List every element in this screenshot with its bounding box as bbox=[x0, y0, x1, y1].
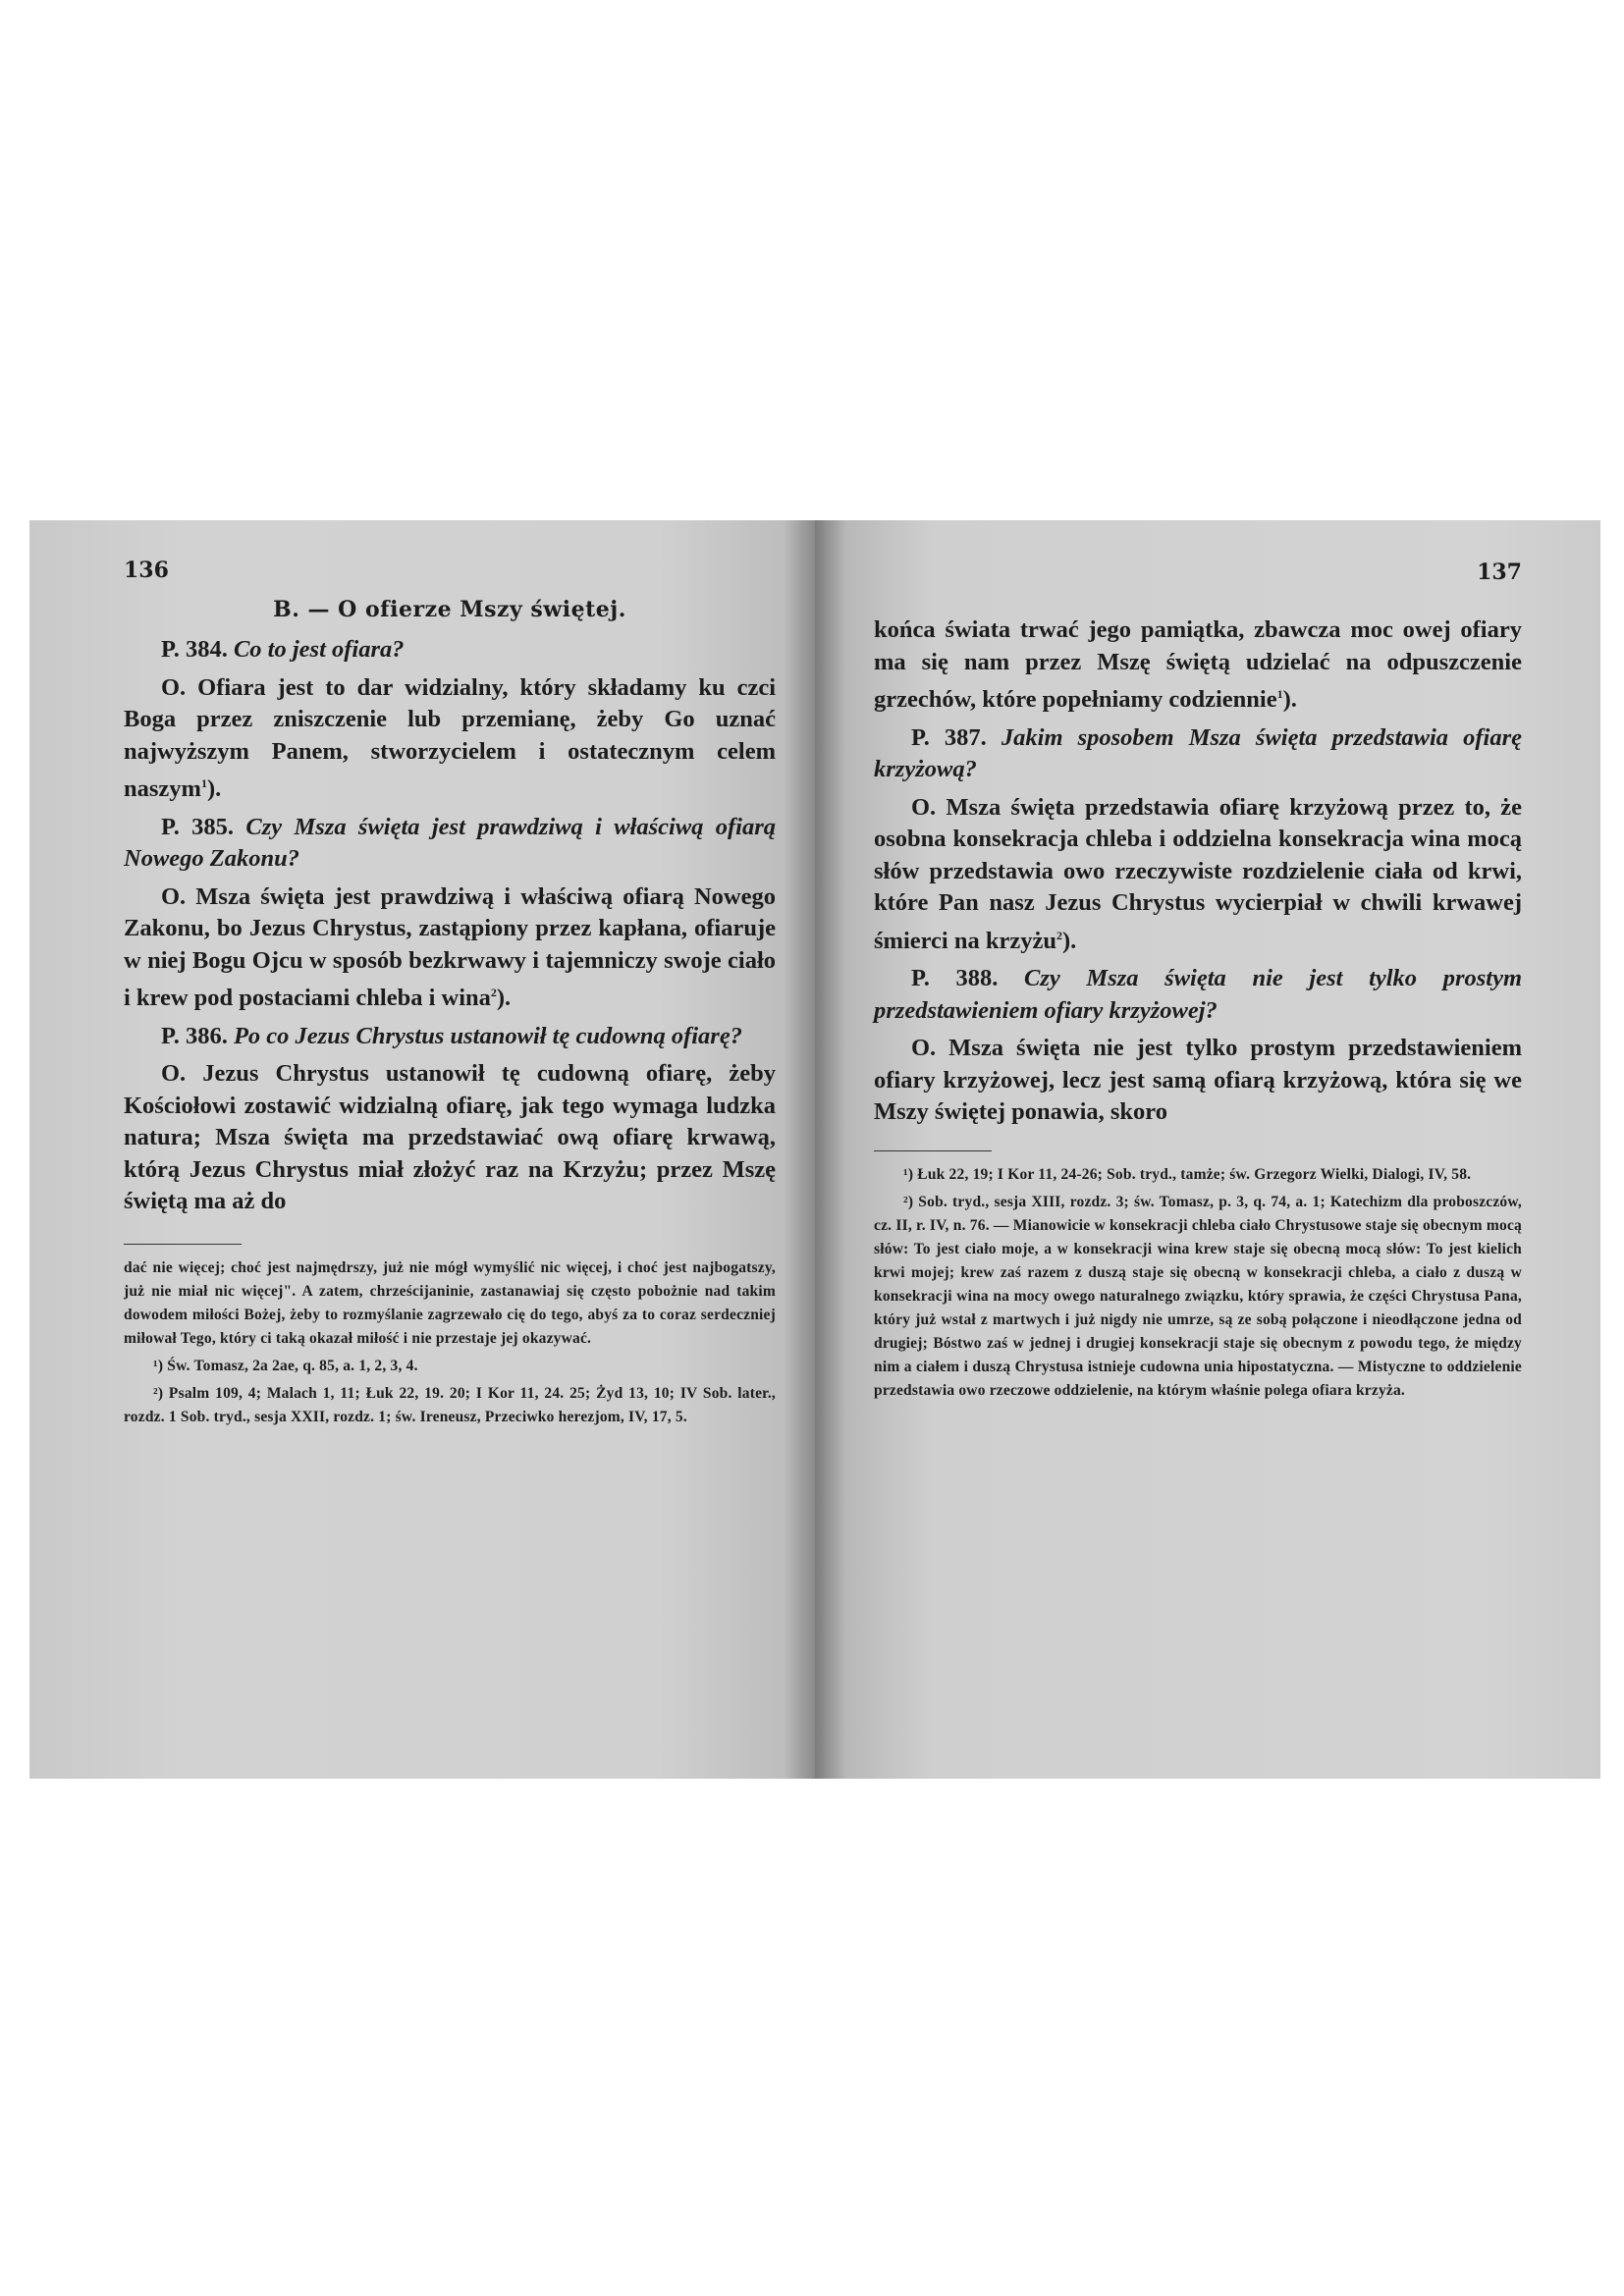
paragraph-text: końca świata trwać jego pamiątka, zbawcza moc owej ofiary ma się nam przez Mszę świętą udzielać na odpuszczenie grzechów, które popełniamy codziennie bbox=[874, 616, 1522, 714]
right-page bbox=[815, 520, 1600, 1779]
footnote-rule bbox=[874, 1150, 992, 1151]
question-paragraph bbox=[124, 1021, 776, 1053]
question-number: P. 384. bbox=[161, 636, 228, 663]
footnote: ²) Sob. tryd., sesja XIII, rozdz. 3; św. Tomasz, p. 3, q. 74, a. 1; Katechizm dla proboszczów, cz. II, r. IV, n. 76. — Mianowicie w konsekracji chleba ciało Chrystusowe staje się obecnym mocą słów: To jest ciało moje, a w konsekracji wina krew staje się obecną mocą słów: To jest kielich krwi mojej; krew zaś razem z duszą staje się obecną w konsekracji chleba, a ciało z duszą w konsekracji wina na mocy owego naturalnego związku, który sprawia, że części Chrystusa Pana, który już wstał z martwych i już nigdy nie umrze, są ze sobą połączone i nieodłączone jedna od drugiej; Bóstwo zaś w jednej i drugiej konsekracji staje się obecnym z powodu tego, że między nim a ciałem i duszą Chrystusa istnieje cudowna unia hipostatyczna. — Mistyczne to oddzielenie przedstawia owo rzeczowe oddzielenie, na którym właśnie polega ofiara krzyża. bbox=[874, 1193, 1522, 1399]
question-paragraph bbox=[124, 634, 776, 667]
footnote-ref: 2 bbox=[490, 986, 497, 1000]
question-text: Po co Jezus Chrystus ustanowił tę cudowną ofiarę? bbox=[233, 1022, 742, 1049]
continued-paragraph bbox=[874, 614, 1522, 717]
question-text: Czy Msza święta nie jest tylko prostym przedstawieniem ofiary krzyżowej? bbox=[874, 965, 1523, 1024]
footnote-ref: 1 bbox=[200, 776, 207, 790]
paragraph-text: O. Msza święta przedstawia ofiarę krzyżową przez to, że osobna konsekracja chleba i oddzielna konsekracja wina mocą słów przedstawia owo rzeczywiste rozdzielenie ciała od krwi, które Pan nasz Jezus Chrystus wycierpiał w chwili krwawej śmierci na krzyżu bbox=[874, 793, 1522, 954]
main-text bbox=[874, 614, 1522, 1129]
main-text bbox=[124, 634, 776, 1218]
answer-paragraph bbox=[124, 881, 776, 1015]
question-text: Co to jest ofiara? bbox=[233, 636, 405, 663]
answer-paragraph bbox=[124, 672, 776, 806]
footnote: ²) Psalm 109, 4; Malach 1, 11; Łuk 22, 19. 20; I Kor 11, 24. 25; Żyd 13, 10; IV Sob. later., rozdz. 1 Sob. tryd., sesja XXII, rozdz. 1; św. Ireneusz, Przeciwko herezjom, IV, 17, 5. bbox=[124, 1384, 776, 1425]
question-paragraph bbox=[124, 812, 776, 876]
paragraph-text: O. Ofiara jest to dar widzialny, który składamy ku czci Boga przez zniszczenie lub przemianę, żeby Go uznać najwyższym Panem, stworzycielem i ostatecznym celem naszym bbox=[124, 673, 776, 803]
page-number: 137 bbox=[1477, 560, 1522, 585]
footnote: dać nie więcej; choć jest najmędrszy, już nie mógł wymyślić nic więcej, i choć jest najbogatszy, już nie miał nic więcej". A zatem, chrześcijaninie, zastanawiaj się często pobożnie nad takim dowodem miłości Bożej, żeby to rozmyślanie zagrzewało cię do tego, abyś za to coraz serdeczniej miłował Tego, który ci taką okazał miłość i nie przestaje jej okazywać. bbox=[124, 1258, 776, 1347]
book-scan bbox=[29, 520, 1600, 1779]
footnote-ref: 1 bbox=[1276, 687, 1283, 701]
paragraph-text: O. Jezus Chrystus ustanowił tę cudowną ofiarę, żeby Kościołowi zostawić widzialną ofiarę, jak tego wymaga ludzka natura; Msza święta ma przedstawiać ową ofiarę krwawą, którą Jezus Chrystus miał złożyć raz na Krzyżu; przez Mszę świętą ma aż do bbox=[124, 1060, 776, 1215]
footnote: ¹) Św. Tomasz, 2a 2ae, q. 85, a. 1, 2, 3, 4. bbox=[153, 1357, 418, 1374]
question-number: P. 387. bbox=[911, 723, 987, 751]
question-number: P. 388. bbox=[911, 965, 999, 992]
question-paragraph bbox=[874, 963, 1522, 1027]
section-heading: B. — O ofierze Mszy świętej. bbox=[273, 597, 626, 622]
footnotes bbox=[124, 1256, 776, 1429]
footnote-rule bbox=[124, 1244, 242, 1245]
paragraph-tail: ). bbox=[1282, 686, 1297, 714]
footnotes bbox=[874, 1163, 1522, 1403]
answer-paragraph bbox=[874, 1033, 1522, 1129]
footnote: ¹) Łuk 22, 19; I Kor 11, 24-26; Sob. tryd., tamże; św. Grzegorz Wielki, Dialogi, IV, 58. bbox=[903, 1165, 1472, 1183]
paragraph-text: O. Msza święta jest prawdziwą i właściwą ofiarą Nowego Zakonu, bo Jezus Chrystus, zastąpiony przez kapłana, ofiaruje w niej Bogu Ojcu w sposób bezkrwawy i tajemniczy swoje ciało i krew pod postaciami chleba i wina bbox=[124, 882, 776, 1012]
question-number: P. 385. bbox=[161, 813, 235, 840]
question-paragraph bbox=[874, 722, 1522, 786]
footnote-ref: 2 bbox=[1056, 928, 1062, 942]
paragraph-tail: ). bbox=[206, 775, 222, 803]
paragraph-tail: ). bbox=[1062, 927, 1077, 954]
paragraph-text: O. Msza święta nie jest tylko prostym przedstawieniem ofiary krzyżowej, lecz jest samą ofiarą krzyżową, która się we Mszy świętej ponawia, skoro bbox=[874, 1035, 1522, 1126]
answer-paragraph bbox=[124, 1058, 776, 1218]
paragraph-tail: ). bbox=[496, 985, 512, 1012]
left-page bbox=[29, 520, 815, 1779]
page-number: 136 bbox=[124, 558, 169, 583]
question-text: Czy Msza święta jest prawdziwą i właściwą ofiarą Nowego Zakonu? bbox=[124, 813, 777, 873]
question-number: P. 386. bbox=[161, 1022, 228, 1049]
answer-paragraph bbox=[874, 792, 1522, 958]
question-text: Jakim sposobem Msza święta przedstawia ofiarę krzyżową? bbox=[874, 723, 1523, 783]
